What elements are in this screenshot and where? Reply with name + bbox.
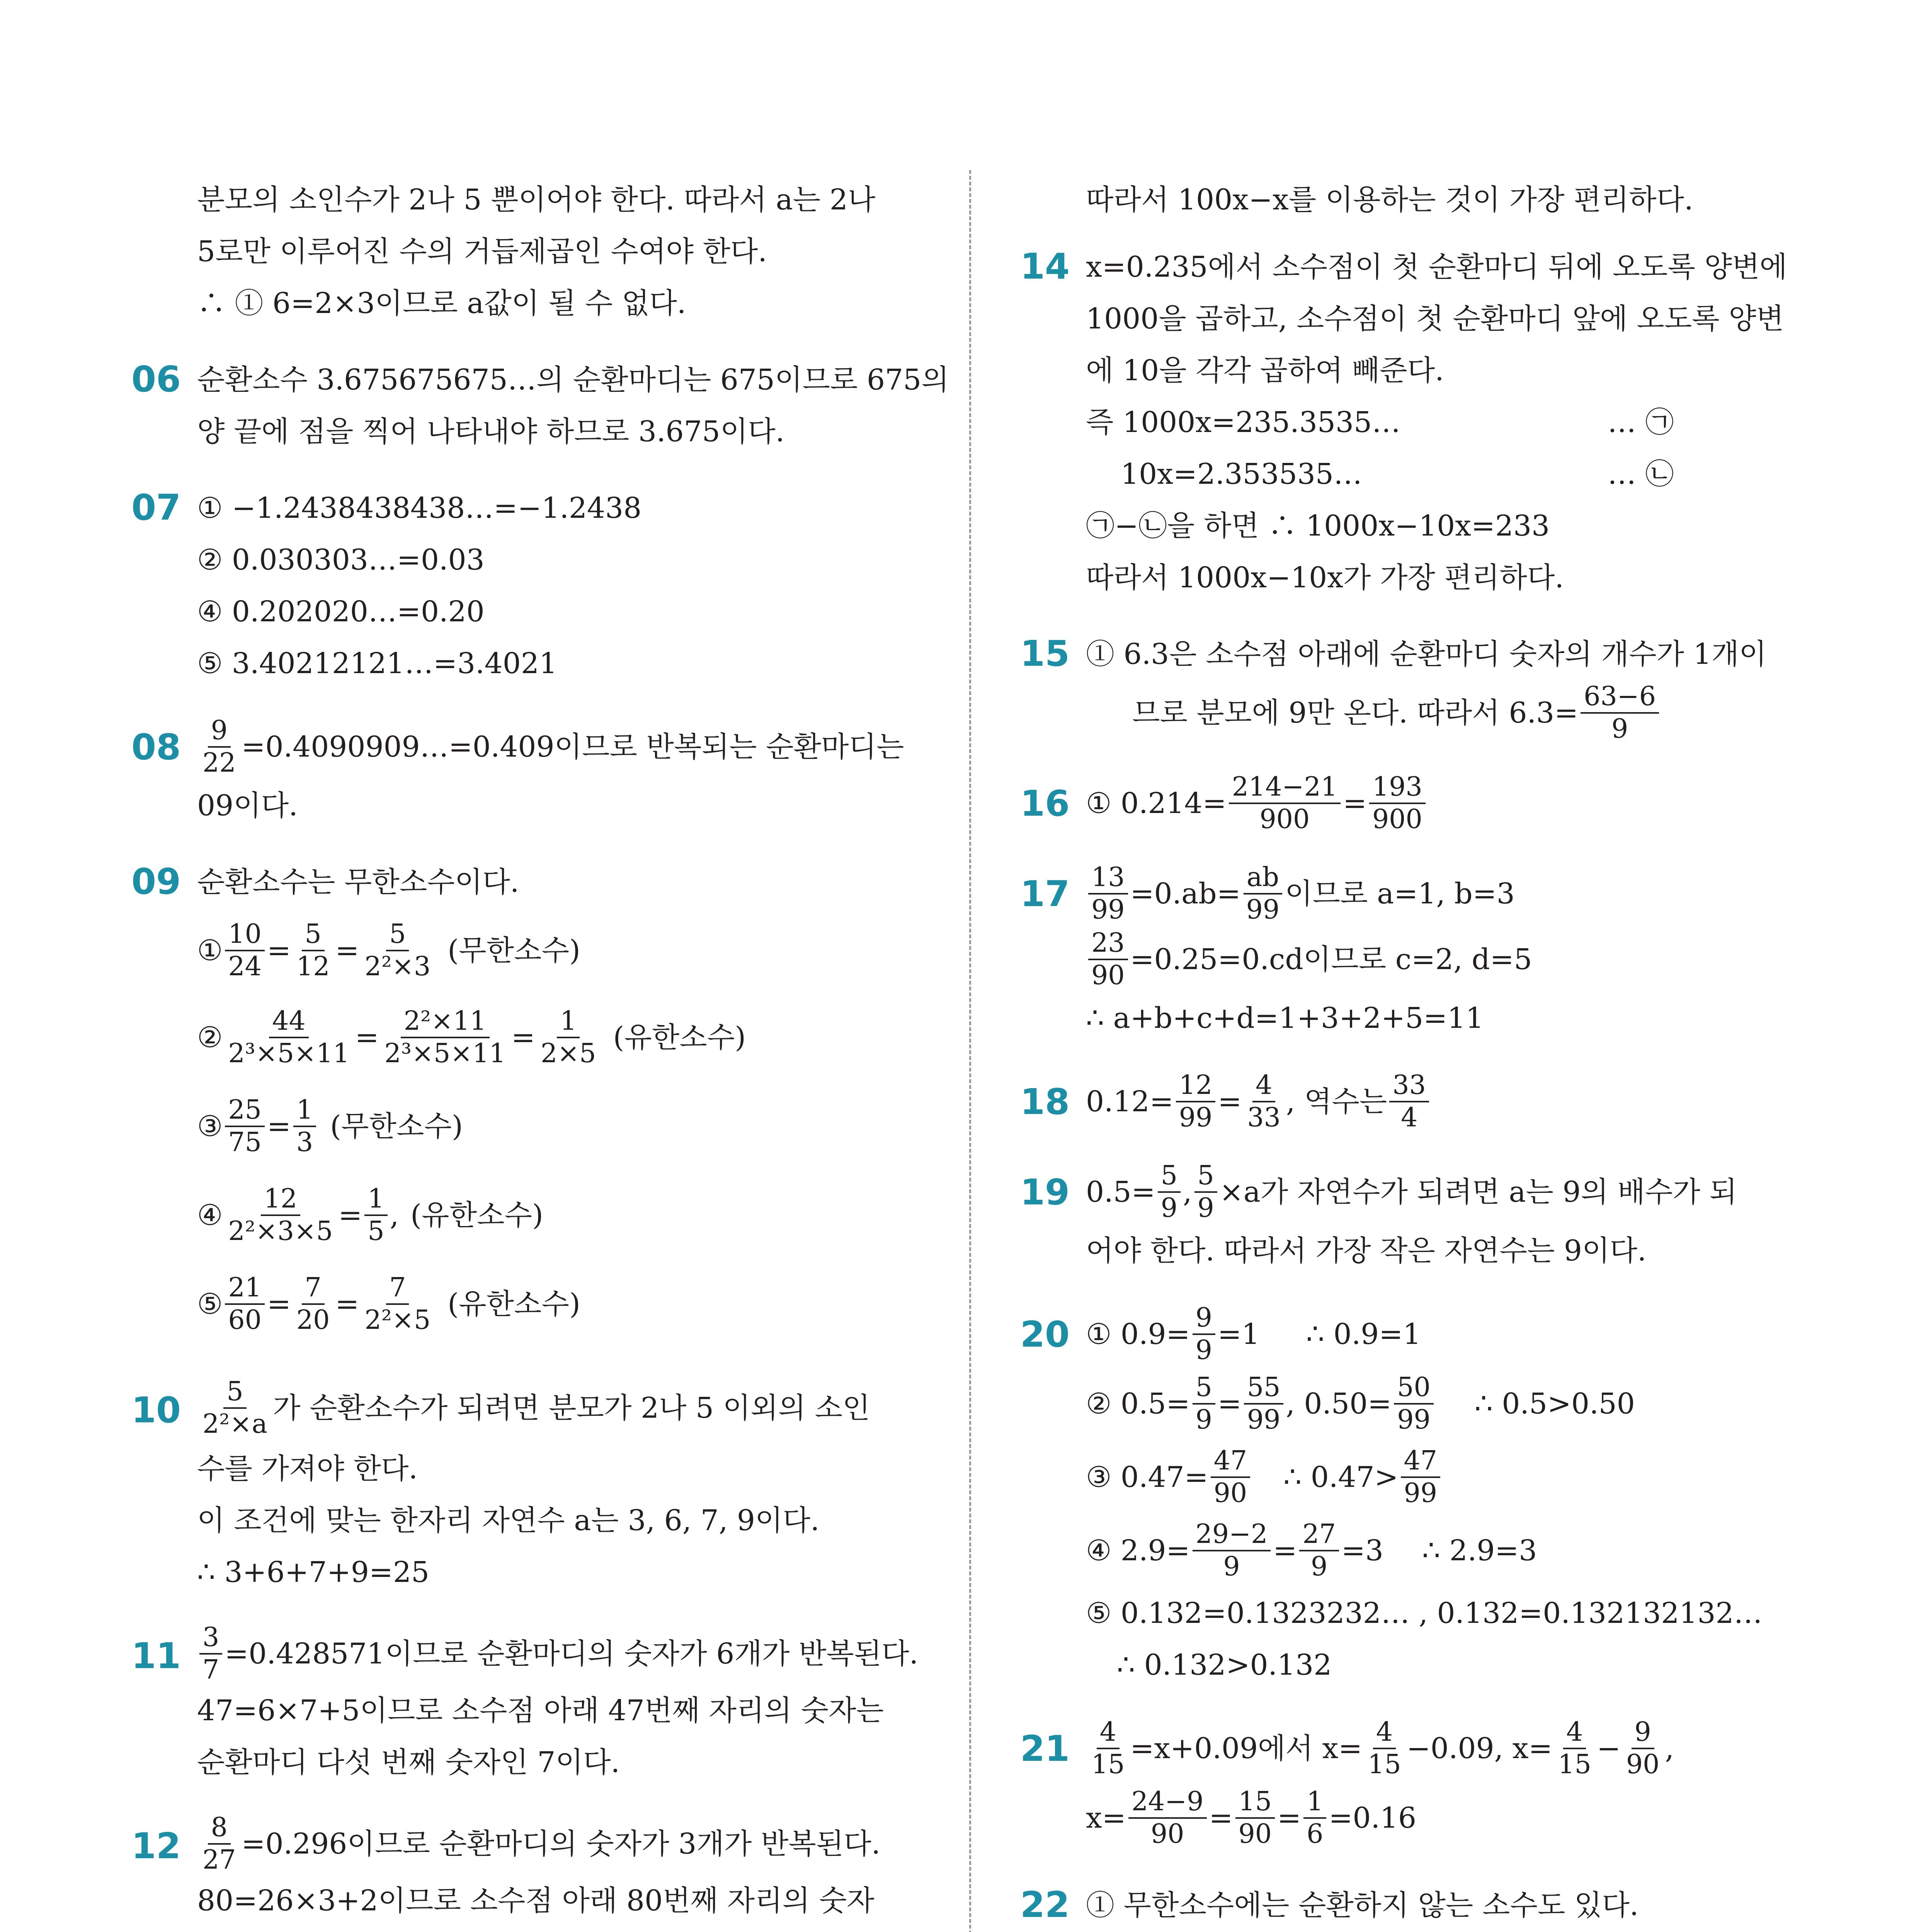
fraction: $\frac{3}{7}$: [199, 1622, 222, 1685]
text-line: 47=6×7+5이므로 소수점 아래 47번째 자리의 숫자는: [197, 1694, 884, 1727]
problem-07: [131, 482, 920, 689]
column-divider: [969, 170, 971, 1932]
text-line: =0.296이므로 순환마디의 숫자가 3개가 반복된다.: [241, 1827, 881, 1861]
text-line: 1000을 곱하고, 소수점이 첫 순환마디 앞에 오도록 양변: [1086, 302, 1784, 335]
text-line: ∴ ① 6=2×3이므로 a값이 될 수 없다.: [197, 287, 686, 320]
problem-20: 20 ① 0.9= $\frac{9}{9}$ =1 ∴ 0.9=1 ② 0.5= $\frac{5}{9}$ = $\frac{55}{99}$ , 0.50= $\frac{50}{99}$ ∴ 0.5>0.50 ③ 0.47= $\frac{47}{90}$ ∴ 0.47> 47 99 ④ 2.9= $\frac{29-2}{9}$ = $\frac{27}{9}$ =3 ∴ 2.9=3 ⑤ 0.132=0.1323232… , 0.132=0.132132132… ∴ 0.132>0.132: [1020, 1301, 1816, 1691]
problem-17: 17 $\frac{13}{99}$ =0.ab= $\frac{ab}{99}$ 이므로 a=1, b=3 $\frac{23}{90}$ =0.25=0.cd이므로 c=2, d=5 ∴ a+b+c+d=1+3+2+5=11: [1020, 861, 1816, 1044]
problem-number: 22: [1020, 1884, 1070, 1925]
problem-11: [131, 1623, 920, 1788]
problem-number: 09: [131, 861, 181, 902]
text-line: ∴ 3+6+7+9=25: [197, 1556, 430, 1589]
text-line: ∴ 0.132>0.132: [1117, 1648, 1332, 1682]
problem-18: 18 0.12= $\frac{12}{99}$ = $\frac{4}{33}$ , 역수는 33 4: [1020, 1069, 1816, 1134]
fraction: 5 2²×a: [202, 1376, 268, 1439]
text-line: 이 조건에 맞는 한자리 자연수 a는 3, 6, 7, 9이다.: [197, 1504, 820, 1537]
text-line: =0.428571이므로 순환마디의 숫자가 6개가 반복된다.: [225, 1637, 919, 1670]
text-line: 순환마디 다섯 번째 숫자인 7이다.: [197, 1746, 620, 1779]
problem-number: 06: [131, 359, 181, 400]
item-row: ④ $\frac{12}{\text{2²×3×5}}$ = $\frac{1}{5}$ , (유한소수): [197, 1184, 543, 1247]
text-line: ∴ a+b+c+d=1+3+2+5=11: [1086, 1002, 1484, 1035]
problem-number: 18: [1020, 1081, 1070, 1122]
text-line: 따라서 1000x−10x가 가장 편리하다.: [1086, 561, 1564, 594]
problem-number: 10: [131, 1389, 181, 1431]
problem-22: [1020, 1879, 1816, 1932]
text-line: 즉 1000x=235.3535…: [1086, 406, 1401, 439]
fraction: $\frac{63-6}{9}$: [1581, 681, 1659, 745]
equation-tag: … ㉡: [1608, 457, 1674, 491]
problem-number: 07: [131, 487, 181, 528]
fraction: $\frac{193}{900}$: [1369, 772, 1426, 835]
problem-number: 20: [1020, 1314, 1070, 1355]
text-line: x=0.235에서 소수점이 첫 순환마디 뒤에 오도록 양변에: [1086, 250, 1787, 284]
text-line: 순환소수는 무한소수이다.: [197, 866, 519, 899]
problem-09: [131, 856, 920, 1349]
problem-number: 11: [131, 1635, 181, 1677]
intro-continuation: [1020, 174, 1816, 226]
problem-number: 21: [1020, 1728, 1070, 1769]
problem-number: 16: [1020, 783, 1070, 824]
text-line: ⑤ 0.132=0.1323232… , 0.132=0.132132132…: [1086, 1597, 1763, 1630]
text-line: ① −1.2438438438…=−1.2438: [197, 492, 642, 525]
problem-number: 17: [1020, 873, 1070, 915]
equation-tag: … ㉠: [1608, 406, 1674, 439]
text-line: 09이다.: [197, 789, 298, 822]
problem-21: 21 $\frac{4}{15}$ =x+0.09에서 x= $\frac{4}{15}$ −0.09, x= $\frac{4}{15}$ − $\frac{9}{90}$ , x= $\frac{24-9}{90}$ = $\frac{15}{90}$ = $\frac{1}{6}$ =0.16: [1020, 1717, 1674, 1849]
item-row: ① $\frac{10}{24}$ = $\frac{5}{12}$ = $\frac{5}{\text{2²×3}}$ (무한소수): [197, 919, 580, 982]
item-row: ③ $\frac{25}{75}$ = $\frac{1}{3}$ (무한소수): [197, 1095, 463, 1158]
problem-08: [131, 714, 920, 832]
fraction: $\frac{214-21}{900}$: [1229, 772, 1341, 835]
text-line: ⑤ 3.40212121…=3.4021: [197, 647, 558, 680]
problem-number: 12: [131, 1825, 181, 1867]
problem-12: [131, 1813, 920, 1932]
fraction: $\frac{8}{27}$: [202, 1812, 236, 1875]
intro-continuation: [131, 174, 920, 329]
problem-19: 19 0.5= $\frac{5}{9}$ , $\frac{5}{9}$ ×a가 자연수가 되려면 a는 9의 배수가 되 어야 한다. 따라서 가장 작은 자연수는 9이다.: [1020, 1159, 1816, 1277]
text-line: ① 6.3은 소수점 아래에 순환마디 숫자의 개수가 1개이: [1086, 638, 1767, 671]
problem-number: 08: [131, 726, 181, 768]
text-line: 므로 분모에 9만 온다. 따라서 6.3=: [1132, 696, 1579, 730]
text-line: =0.4090909…=0.409이므로 반복되는 순환마디는: [241, 730, 904, 764]
item-row: ② $\frac{44}{\text{2³×5×11}}$ = $\frac{\text{2²×11}}{\text{2³×5×11}}$ = $\frac{1}{2\times 5}$ (유한소수): [197, 1006, 746, 1069]
fraction: $\frac{9}{22}$: [202, 715, 236, 778]
problem-10: [131, 1373, 920, 1598]
text-line: ㉠−㉡을 하면 ∴ 1000x−10x=233: [1086, 509, 1550, 543]
right-column: [1020, 174, 1816, 1932]
text-line: 80=26×3+2이므로 소수점 아래 80번째 자리의 숫자: [197, 1884, 875, 1917]
text-line: 분모의 소인수가 2나 5 뿐이어야 한다. 따라서 a는 2나: [197, 183, 876, 216]
text-line: 양 끝에 점을 찍어 나타내야 하므로 3.675이다.: [197, 415, 785, 448]
text-line: 어야 한다. 따라서 가장 작은 자연수는 9이다.: [1086, 1234, 1647, 1267]
text-line: 가 순환소수가 되려면 분모가 2나 5 이외의 소인: [273, 1391, 870, 1425]
text-line: 5로만 이루어진 수의 거듭제곱인 수여야 한다.: [197, 235, 767, 268]
left-column: [131, 174, 949, 1932]
problem-number: 15: [1020, 633, 1070, 674]
problem-15: [1020, 628, 1816, 746]
text-line: 따라서 100x−x를 이용하는 것이 가장 편리하다.: [1086, 183, 1693, 216]
text-line: 에 10을 각각 곱하여 빼준다.: [1086, 354, 1444, 387]
text-line: ④ 0.202020…=0.20: [197, 595, 485, 628]
problem-number: 14: [1020, 246, 1070, 287]
problem-06: [131, 354, 949, 457]
text-line: 10x=2.353535…: [1121, 457, 1362, 491]
text-line: 수를 가져야 한다.: [197, 1452, 418, 1485]
text-line: ① 무한소수에는 순환하지 않는 소수도 있다.: [1086, 1889, 1639, 1922]
problem-number: 19: [1020, 1172, 1070, 1213]
problem-14: [1020, 241, 1816, 604]
text-line: [197, 1927, 920, 1932]
text-line: ② 0.030303…=0.03: [197, 543, 485, 577]
text-line: 순환소수 3.675675675…의 순환마디는 675이므로 675의: [197, 363, 949, 396]
problem-16: 16 ① 0.214= $\frac{214-21}{900}$ = $\frac{193}{900}$: [1020, 770, 1816, 836]
item-row: ⑤ $\frac{21}{60}$ = $\frac{7}{20}$ = $\frac{7}{\text{2²×5}}$ (유한소수): [197, 1272, 580, 1335]
